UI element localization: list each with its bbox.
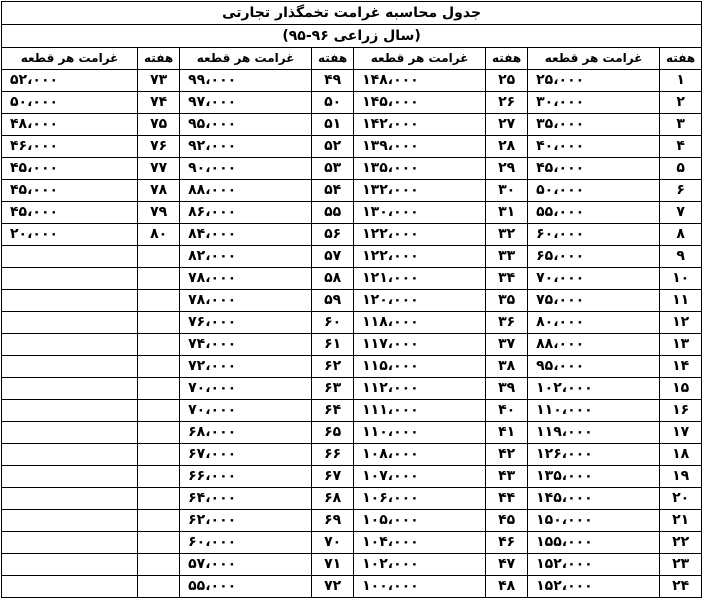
- week-cell: ۵۹: [312, 290, 354, 312]
- empty-cell: [138, 246, 180, 268]
- fine-cell: ۵۵،۰۰۰: [180, 576, 312, 598]
- fine-cell: ۴۰،۰۰۰: [528, 136, 660, 158]
- empty-cell: [138, 312, 180, 334]
- week-cell: ۷۷: [138, 158, 180, 180]
- header-week: هفته: [660, 48, 702, 70]
- fine-cell: ۸۸،۰۰۰: [180, 180, 312, 202]
- week-cell: ۲۷: [486, 114, 528, 136]
- fine-cell: ۹۵،۰۰۰: [528, 356, 660, 378]
- table-row: [2, 202, 702, 224]
- empty-cell: [138, 422, 180, 444]
- fine-cell: ۴۵،۰۰۰: [528, 158, 660, 180]
- empty-cell: [138, 378, 180, 400]
- fine-cell: ۵۵،۰۰۰: [528, 202, 660, 224]
- fine-table: [1, 1, 702, 598]
- week-cell: ۷۱: [312, 554, 354, 576]
- week-cell: ۶۷: [312, 466, 354, 488]
- week-cell: ۷۵: [138, 114, 180, 136]
- week-cell: ۱: [660, 70, 702, 92]
- table-row: [2, 158, 702, 180]
- week-cell: ۱۹: [660, 466, 702, 488]
- week-cell: ۱۳: [660, 334, 702, 356]
- table-row: [2, 444, 702, 466]
- week-cell: ۱۵: [660, 378, 702, 400]
- week-cell: ۷۰: [312, 532, 354, 554]
- fine-cell: ۸۴،۰۰۰: [180, 224, 312, 246]
- week-cell: ۳۸: [486, 356, 528, 378]
- fine-cell: ۱۲۰،۰۰۰: [354, 290, 486, 312]
- fine-cell: ۶۰،۰۰۰: [180, 532, 312, 554]
- week-cell: ۶۶: [312, 444, 354, 466]
- table-row: [2, 114, 702, 136]
- fine-cell: ۱۵۰،۰۰۰: [528, 510, 660, 532]
- header-fine: غرامت هر قطعه: [528, 48, 660, 70]
- week-cell: ۳۶: [486, 312, 528, 334]
- week-cell: ۷۲: [312, 576, 354, 598]
- fine-cell: ۷۸،۰۰۰: [180, 290, 312, 312]
- empty-cell: [2, 246, 138, 268]
- week-cell: ۵۳: [312, 158, 354, 180]
- table-row: [2, 400, 702, 422]
- fine-cell: ۶۴،۰۰۰: [180, 488, 312, 510]
- fine-cell: ۱۲۲،۰۰۰: [354, 246, 486, 268]
- fine-cell: ۹۹،۰۰۰: [180, 70, 312, 92]
- empty-cell: [2, 576, 138, 598]
- week-cell: ۴۶: [486, 532, 528, 554]
- week-cell: ۸: [660, 224, 702, 246]
- empty-cell: [138, 400, 180, 422]
- week-cell: ۲۸: [486, 136, 528, 158]
- table-row: [2, 422, 702, 444]
- week-cell: ۱۴: [660, 356, 702, 378]
- fine-cell: ۴۵،۰۰۰: [2, 180, 138, 202]
- week-cell: ۲۵: [486, 70, 528, 92]
- week-cell: ۶۹: [312, 510, 354, 532]
- table-row: [2, 554, 702, 576]
- fine-cell: ۶۸،۰۰۰: [180, 422, 312, 444]
- fine-cell: ۸۲،۰۰۰: [180, 246, 312, 268]
- week-cell: ۳۰: [486, 180, 528, 202]
- week-cell: ۵۵: [312, 202, 354, 224]
- table-row: [2, 312, 702, 334]
- fine-cell: ۷۶،۰۰۰: [180, 312, 312, 334]
- week-cell: ۵۰: [312, 92, 354, 114]
- table-row: [2, 180, 702, 202]
- week-cell: ۶۳: [312, 378, 354, 400]
- table-row: [2, 356, 702, 378]
- week-cell: ۵۲: [312, 136, 354, 158]
- empty-cell: [138, 268, 180, 290]
- fine-cell: ۱۰۷،۰۰۰: [354, 466, 486, 488]
- week-cell: ۱۲: [660, 312, 702, 334]
- week-cell: ۱۱: [660, 290, 702, 312]
- week-cell: ۵۶: [312, 224, 354, 246]
- fine-cell: ۸۰،۰۰۰: [528, 312, 660, 334]
- week-cell: ۲۲: [660, 532, 702, 554]
- header-week: هفته: [486, 48, 528, 70]
- fine-cell: ۱۳۹،۰۰۰: [354, 136, 486, 158]
- week-cell: ۱۸: [660, 444, 702, 466]
- fine-cell: ۱۲۲،۰۰۰: [354, 224, 486, 246]
- week-cell: ۶۸: [312, 488, 354, 510]
- header-fine: غرامت هر قطعه: [354, 48, 486, 70]
- fine-cell: ۱۱۲،۰۰۰: [354, 378, 486, 400]
- empty-cell: [138, 356, 180, 378]
- fine-cell: ۱۲۶،۰۰۰: [528, 444, 660, 466]
- week-cell: ۴۴: [486, 488, 528, 510]
- week-cell: ۶۵: [312, 422, 354, 444]
- fine-cell: ۴۶،۰۰۰: [2, 136, 138, 158]
- empty-cell: [138, 576, 180, 598]
- week-cell: ۴۹: [312, 70, 354, 92]
- week-cell: ۳۱: [486, 202, 528, 224]
- header-row: [2, 48, 702, 70]
- fine-cell: ۵۰،۰۰۰: [528, 180, 660, 202]
- week-cell: ۴۷: [486, 554, 528, 576]
- week-cell: ۳۹: [486, 378, 528, 400]
- fine-cell: ۶۲،۰۰۰: [180, 510, 312, 532]
- empty-cell: [138, 290, 180, 312]
- empty-cell: [2, 268, 138, 290]
- week-cell: ۴: [660, 136, 702, 158]
- week-cell: ۲۶: [486, 92, 528, 114]
- table-subtitle: (سال زراعی ۹۶-۹۵): [2, 25, 702, 48]
- fine-cell: ۱۱۹،۰۰۰: [528, 422, 660, 444]
- empty-cell: [2, 554, 138, 576]
- week-cell: ۴۲: [486, 444, 528, 466]
- fine-cell: ۴۵،۰۰۰: [2, 202, 138, 224]
- fine-cell: ۱۰۵،۰۰۰: [354, 510, 486, 532]
- week-cell: ۵۷: [312, 246, 354, 268]
- week-cell: ۳۷: [486, 334, 528, 356]
- fine-cell: ۷۰،۰۰۰: [180, 400, 312, 422]
- fine-cell: ۵۰،۰۰۰: [2, 92, 138, 114]
- fine-cell: ۴۵،۰۰۰: [2, 158, 138, 180]
- week-cell: ۳۴: [486, 268, 528, 290]
- fine-cell: ۱۰۶،۰۰۰: [354, 488, 486, 510]
- fine-cell: ۱۵۲،۰۰۰: [528, 554, 660, 576]
- week-cell: ۳۳: [486, 246, 528, 268]
- week-cell: ۶۴: [312, 400, 354, 422]
- table-row: [2, 268, 702, 290]
- empty-cell: [2, 334, 138, 356]
- fine-cell: ۱۵۵،۰۰۰: [528, 532, 660, 554]
- table-row: [2, 576, 702, 598]
- fine-cell: ۱۱۰،۰۰۰: [354, 422, 486, 444]
- fine-cell: ۷۴،۰۰۰: [180, 334, 312, 356]
- table-row: [2, 334, 702, 356]
- table-row: [2, 290, 702, 312]
- week-cell: ۵۴: [312, 180, 354, 202]
- fine-cell: ۹۰،۰۰۰: [180, 158, 312, 180]
- fine-cell: ۹۵،۰۰۰: [180, 114, 312, 136]
- empty-cell: [138, 334, 180, 356]
- week-cell: ۹: [660, 246, 702, 268]
- fine-cell: ۱۰۲،۰۰۰: [354, 554, 486, 576]
- week-cell: ۴۱: [486, 422, 528, 444]
- empty-cell: [138, 488, 180, 510]
- empty-cell: [2, 290, 138, 312]
- table-title: جدول محاسبه غرامت تخمگذار تجارتی: [2, 2, 702, 25]
- table-row: [2, 466, 702, 488]
- table-row: [2, 378, 702, 400]
- fine-cell: ۳۰،۰۰۰: [528, 92, 660, 114]
- header-week: هفته: [312, 48, 354, 70]
- fine-cell: ۶۶،۰۰۰: [180, 466, 312, 488]
- week-cell: ۳: [660, 114, 702, 136]
- week-cell: ۷: [660, 202, 702, 224]
- week-cell: ۷۹: [138, 202, 180, 224]
- table-row: [2, 70, 702, 92]
- empty-cell: [2, 378, 138, 400]
- fine-cell: ۱۴۵،۰۰۰: [528, 488, 660, 510]
- week-cell: ۱۷: [660, 422, 702, 444]
- week-cell: ۴۰: [486, 400, 528, 422]
- week-cell: ۳۵: [486, 290, 528, 312]
- table-row: [2, 136, 702, 158]
- week-cell: ۴۳: [486, 466, 528, 488]
- fine-cell: ۶۵،۰۰۰: [528, 246, 660, 268]
- header-fine: غرامت هر قطعه: [2, 48, 138, 70]
- fine-cell: ۴۸،۰۰۰: [2, 114, 138, 136]
- week-cell: ۵۱: [312, 114, 354, 136]
- table-row: [2, 532, 702, 554]
- week-cell: ۷۴: [138, 92, 180, 114]
- empty-cell: [2, 356, 138, 378]
- fine-cell: ۱۴۵،۰۰۰: [354, 92, 486, 114]
- fine-cell: ۱۳۵،۰۰۰: [354, 158, 486, 180]
- table-row: [2, 488, 702, 510]
- week-cell: ۷۶: [138, 136, 180, 158]
- empty-cell: [138, 554, 180, 576]
- empty-cell: [2, 312, 138, 334]
- fine-cell: ۱۱۰،۰۰۰: [528, 400, 660, 422]
- fine-cell: ۱۱۵،۰۰۰: [354, 356, 486, 378]
- table-row: [2, 510, 702, 532]
- fine-cell: ۶۰،۰۰۰: [528, 224, 660, 246]
- week-cell: ۶۲: [312, 356, 354, 378]
- fine-cell: ۱۱۸،۰۰۰: [354, 312, 486, 334]
- week-cell: ۲۹: [486, 158, 528, 180]
- fine-cell: ۹۷،۰۰۰: [180, 92, 312, 114]
- empty-cell: [2, 444, 138, 466]
- fine-cell: ۷۰،۰۰۰: [180, 378, 312, 400]
- empty-cell: [2, 400, 138, 422]
- week-cell: ۲۴: [660, 576, 702, 598]
- fine-cell: ۷۸،۰۰۰: [180, 268, 312, 290]
- header-fine: غرامت هر قطعه: [180, 48, 312, 70]
- fine-cell: ۱۴۸،۰۰۰: [354, 70, 486, 92]
- fine-cell: ۱۳۵،۰۰۰: [528, 466, 660, 488]
- fine-cell: ۶۷،۰۰۰: [180, 444, 312, 466]
- fine-cell: ۱۰۴،۰۰۰: [354, 532, 486, 554]
- fine-cell: ۱۰۰،۰۰۰: [354, 576, 486, 598]
- week-cell: ۷۸: [138, 180, 180, 202]
- week-cell: ۶: [660, 180, 702, 202]
- week-cell: ۱۰: [660, 268, 702, 290]
- fine-cell: ۱۵۲،۰۰۰: [528, 576, 660, 598]
- fine-cell: ۱۱۷،۰۰۰: [354, 334, 486, 356]
- header-week: هفته: [138, 48, 180, 70]
- empty-cell: [2, 510, 138, 532]
- week-cell: ۶۱: [312, 334, 354, 356]
- fine-cell: ۵۷،۰۰۰: [180, 554, 312, 576]
- fine-cell: ۹۲،۰۰۰: [180, 136, 312, 158]
- fine-cell: ۷۲،۰۰۰: [180, 356, 312, 378]
- fine-cell: ۱۳۰،۰۰۰: [354, 202, 486, 224]
- fine-cell: ۳۵،۰۰۰: [528, 114, 660, 136]
- week-cell: ۱۶: [660, 400, 702, 422]
- fine-cell: ۲۵،۰۰۰: [528, 70, 660, 92]
- empty-cell: [138, 532, 180, 554]
- fine-cell: ۱۲۱،۰۰۰: [354, 268, 486, 290]
- week-cell: ۵۸: [312, 268, 354, 290]
- week-cell: ۲۰: [660, 488, 702, 510]
- fine-cell: ۵۲،۰۰۰: [2, 70, 138, 92]
- table-row: [2, 92, 702, 114]
- week-cell: ۶۰: [312, 312, 354, 334]
- fine-cell: ۱۰۲،۰۰۰: [528, 378, 660, 400]
- week-cell: ۷۳: [138, 70, 180, 92]
- table-row: [2, 224, 702, 246]
- week-cell: ۳۲: [486, 224, 528, 246]
- fine-cell: ۸۸،۰۰۰: [528, 334, 660, 356]
- empty-cell: [2, 422, 138, 444]
- week-cell: ۴۸: [486, 576, 528, 598]
- empty-cell: [138, 444, 180, 466]
- empty-cell: [2, 532, 138, 554]
- empty-cell: [138, 466, 180, 488]
- fine-cell: ۷۵،۰۰۰: [528, 290, 660, 312]
- week-cell: ۲: [660, 92, 702, 114]
- week-cell: ۲۳: [660, 554, 702, 576]
- empty-cell: [2, 466, 138, 488]
- fine-cell: ۱۳۲،۰۰۰: [354, 180, 486, 202]
- fine-cell: ۱۴۲،۰۰۰: [354, 114, 486, 136]
- week-cell: ۵: [660, 158, 702, 180]
- empty-cell: [2, 488, 138, 510]
- fine-cell: ۲۰،۰۰۰: [2, 224, 138, 246]
- empty-cell: [138, 510, 180, 532]
- week-cell: ۴۵: [486, 510, 528, 532]
- fine-cell: ۸۶،۰۰۰: [180, 202, 312, 224]
- table-row: [2, 246, 702, 268]
- fine-cell: ۱۱۱،۰۰۰: [354, 400, 486, 422]
- fine-cell: ۱۰۸،۰۰۰: [354, 444, 486, 466]
- week-cell: ۲۱: [660, 510, 702, 532]
- week-cell: ۸۰: [138, 224, 180, 246]
- fine-cell: ۷۰،۰۰۰: [528, 268, 660, 290]
